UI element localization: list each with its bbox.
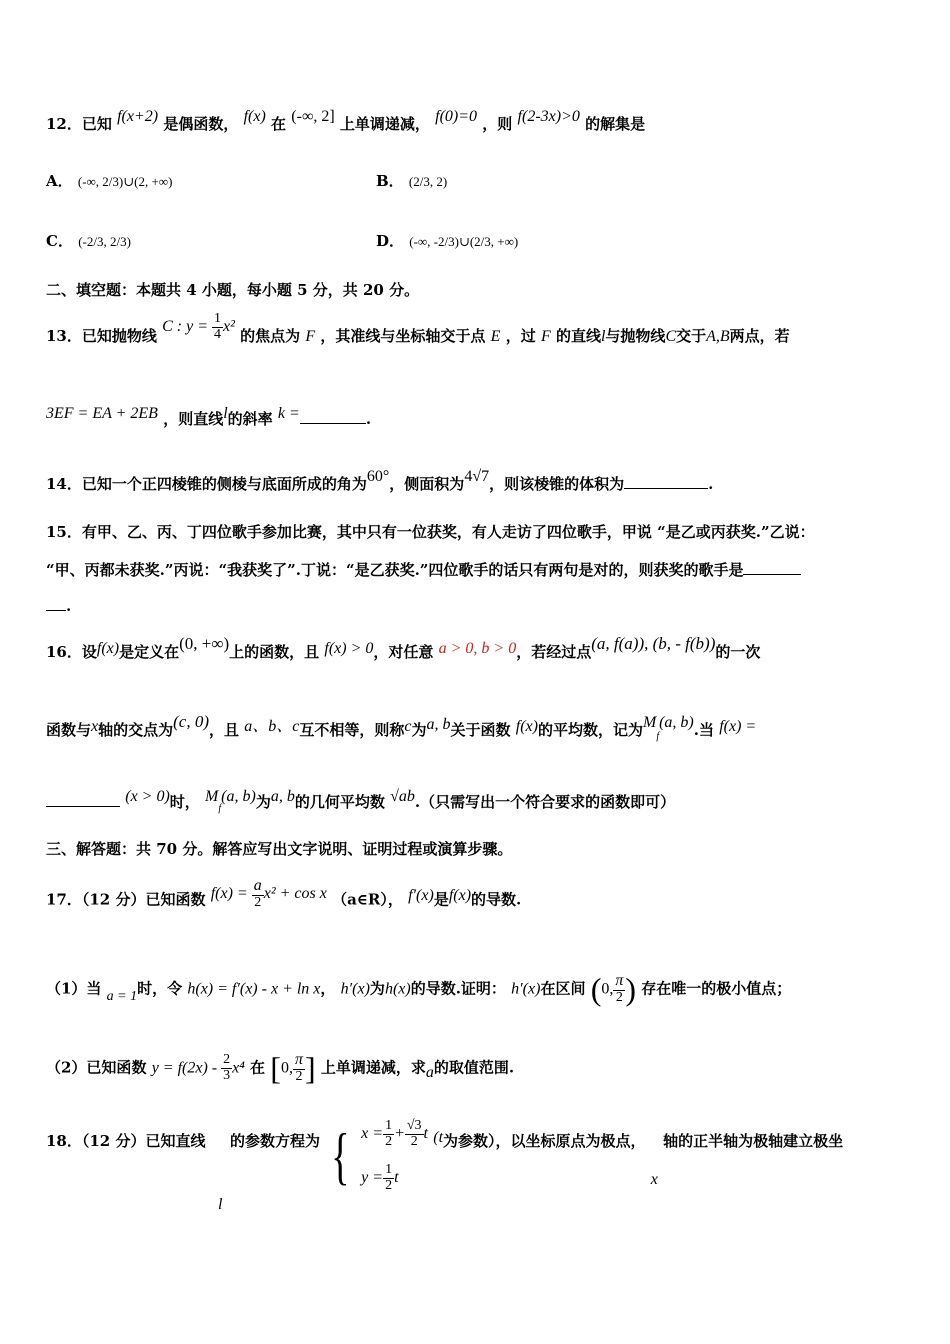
q17-text: 的取值范围.	[433, 1058, 515, 1077]
q18-brace: {	[331, 1120, 350, 1191]
q17-text: 在区间	[540, 979, 586, 998]
q17-text: 的导数.	[471, 890, 522, 909]
frac-den: 3	[223, 1068, 231, 1083]
q15-line3	[46, 597, 71, 615]
q17-text: 上单调递减，求	[320, 1058, 426, 1077]
q16-text: 上的函数，且	[229, 643, 320, 661]
q13-AB: A,B	[706, 328, 730, 346]
q16-text: 关于函数	[450, 721, 511, 739]
frac-den: 2	[254, 894, 262, 910]
q14-text: ，则该棱锥的体积为	[489, 475, 625, 493]
q13-end: .	[365, 410, 372, 428]
frac-den: 2	[295, 1069, 303, 1085]
q14-area: 4√7	[464, 468, 490, 485]
q16-text: ，若经过点	[516, 643, 592, 661]
q16-fx: f(x)	[515, 718, 538, 735]
q16-x: x	[91, 718, 99, 735]
q17-condition: （a∈R），	[332, 890, 403, 909]
q18-t-param: (t	[433, 1129, 444, 1146]
q17-text: 存在唯一的极小值点；	[641, 979, 792, 998]
section-2-heading: 二、填空题：本题共 4 小题，每小题 5 分，共 20 分。	[46, 281, 420, 299]
q17-text: 为	[369, 979, 385, 998]
q15-line1: 15．有甲、乙、丙、丁四位歌手参加比赛，其中只有一位获奖，有人走访了四位歌手，甲说 “是乙或丙获奖.”乙说：	[46, 523, 815, 541]
q16-text: 时，	[169, 793, 200, 811]
q18-t: t	[423, 1125, 428, 1142]
q12-option-c	[46, 230, 131, 251]
q15-line2	[46, 559, 801, 580]
frac-num: π	[294, 1051, 303, 1069]
q16-text: 的一次	[715, 643, 761, 661]
q16-abc: a、b、c	[244, 718, 300, 735]
q16-number: 16．设	[46, 643, 97, 661]
option-label: C．	[46, 232, 73, 250]
q18-eq1: x = $\frac{1}{2}$ + $\frac{√3}{2}$ t	[361, 1117, 428, 1149]
q18-eq2	[361, 1156, 428, 1200]
q16-text: 为	[411, 721, 427, 739]
q13-text: 交于	[676, 327, 707, 346]
q14-stem	[46, 468, 714, 494]
q14-text: ，侧面积为	[389, 475, 465, 493]
q17-fprime: f′(x)	[408, 887, 434, 905]
q16-M: M	[205, 788, 219, 805]
q18-one-half	[383, 1163, 394, 1193]
q12-option-d	[376, 230, 518, 251]
q13-l: l	[223, 405, 228, 422]
q16-condition: a > 0, b > 0	[438, 640, 517, 657]
q13-text: 的焦点为	[240, 327, 301, 346]
q12-option-b	[376, 170, 447, 191]
q12-text: 是偶函数，	[163, 115, 239, 133]
q16-M-subscript: f	[218, 803, 222, 814]
frac-den: 2	[410, 1133, 418, 1149]
frac-num: 1	[214, 311, 222, 326]
q16-sqrt-ab: √ab	[390, 788, 415, 805]
q12-f0: f(0)=0	[435, 108, 478, 125]
frac-num: 1	[385, 1161, 393, 1177]
q16-text: 是定义在	[119, 643, 180, 661]
left-bracket: [	[270, 1050, 281, 1086]
option-label: B．	[376, 172, 404, 190]
q13-vector-equation: 3EF = EA + 2EB	[46, 405, 158, 422]
q18-sqrt3-half	[405, 1119, 424, 1149]
q13-text: 的直线	[555, 327, 601, 346]
q13-text: ，过	[505, 327, 536, 346]
answer-blank	[300, 423, 366, 424]
frac-num: 1	[385, 1117, 393, 1133]
q17-a: a	[425, 1063, 434, 1081]
q17-f-left: f(x) =	[210, 885, 252, 903]
frac-den: 2	[385, 1177, 393, 1193]
q18-y-left: y =	[361, 1169, 384, 1186]
q17-a-equals-1: a = 1	[106, 988, 138, 1004]
right-bracket: ]	[304, 1050, 316, 1086]
frac-den: 2	[385, 1133, 393, 1149]
q13-l: l	[600, 328, 606, 346]
q17-fx: f(x)	[448, 887, 472, 905]
q18-text: 的参数方程为	[229, 1132, 320, 1150]
q17-comma: ，	[320, 979, 336, 998]
q12-stem	[46, 108, 646, 134]
q16-fx: f(x)	[96, 640, 120, 657]
q16-text: ，对任意	[373, 643, 434, 661]
q13-text: ，其准线与坐标轴交于点	[320, 327, 486, 346]
frac-num: a	[253, 877, 262, 894]
q16-text: 互不相等，则称	[299, 721, 405, 739]
q18-text: 为参数），以坐标原点为极点，	[443, 1132, 646, 1150]
q16-text: 函数与	[46, 721, 92, 739]
answer-blank	[46, 806, 120, 807]
q16-domain: (0, +∞)	[179, 634, 230, 653]
q16-ab: a, b	[426, 716, 451, 733]
q13-x2: x²	[223, 318, 235, 336]
q13-stem-line1	[46, 311, 790, 352]
q16-text: ，且	[209, 721, 240, 739]
q17-text: 在	[250, 1058, 266, 1077]
answer-blank	[743, 574, 801, 575]
q18-stem	[46, 1112, 844, 1213]
q17-text: 的导数.证明：	[410, 979, 506, 998]
q13-stem-line2	[46, 405, 372, 429]
q13-fraction	[212, 312, 223, 342]
q13-F: F	[540, 328, 551, 346]
q16-ab: a, b	[270, 788, 295, 805]
q17-interval-left: 0,	[601, 980, 614, 998]
q17-h-definition: h(x) = f′(x) - x + ln x	[187, 980, 321, 998]
q17-f-right: x² + cos x	[263, 885, 327, 903]
q12-text: 在	[271, 115, 287, 133]
frac-num: π	[615, 972, 624, 990]
q17-part1-label: （1）当	[46, 979, 102, 998]
section-3-heading: 三、解答题：共 70 分。解答应写出文字说明、证明过程或演算步骤。	[46, 840, 513, 858]
q12-fx: f(x)	[243, 108, 266, 125]
q12-text: 上单调递减，	[339, 115, 430, 133]
q12-number: 12．已知	[46, 115, 112, 133]
q17-hprime: h′(x)	[340, 980, 370, 998]
q17-hprime: h′(x)	[511, 980, 541, 998]
q17-part1	[46, 971, 791, 1008]
q18-l: l	[218, 1196, 223, 1213]
q16-text: 轴的交点为	[98, 721, 174, 739]
q17-pi-over-2	[613, 973, 625, 1005]
q12-text: ，则	[482, 115, 513, 133]
q17-text: 时，令	[137, 979, 183, 998]
q16-text: 的几何平均数	[294, 793, 385, 811]
q16-line1	[46, 634, 761, 662]
q16-fx-equals: f(x) =	[719, 718, 757, 735]
q12-interval: (-∞, 2]	[291, 108, 335, 125]
q13-text: 与抛物线	[605, 327, 666, 346]
left-paren: (	[590, 971, 602, 1007]
q13-E: E	[490, 328, 501, 346]
q17-number: 17．（12 分）已知函数	[46, 890, 206, 909]
q17-text: 是	[433, 890, 449, 909]
q16-text: 的平均数，记为	[537, 721, 643, 739]
q16-line3	[46, 788, 676, 814]
q17-hx: h(x)	[384, 980, 411, 998]
q17-part2	[46, 1050, 514, 1087]
q13-number: 13．已知抛物线	[46, 327, 157, 346]
q13-C: C	[665, 328, 677, 346]
q17-interval-left: 0,	[280, 1059, 293, 1077]
q18-one-half	[383, 1119, 394, 1149]
q16-M-args: (a, b)	[221, 788, 256, 805]
q15-end: .	[66, 597, 72, 615]
option-b-value: (2/3, 2)	[408, 174, 448, 189]
q12-fx-plus2: f(x+2)	[117, 108, 159, 125]
q18-number: 18．（12 分）已知直线	[46, 1132, 206, 1150]
q14-angle: 60°	[366, 468, 390, 485]
q16-points: (a, f(a)), (b, - f(b))	[591, 634, 716, 653]
q17-stem	[46, 877, 522, 916]
q18-text: 轴的正半轴为极轴建立极坐	[663, 1132, 844, 1150]
option-d-value: (-∞, -2/3)∪(2/3, +∞)	[409, 234, 519, 249]
q17-two-thirds	[221, 1053, 232, 1083]
q18-x-left: x =	[361, 1125, 384, 1142]
q17-fraction	[252, 878, 264, 910]
frac-den: 2	[615, 990, 623, 1006]
q12-text: 的解集是	[585, 115, 646, 133]
q13-F: F	[305, 328, 316, 346]
q13-curve: C : y =	[162, 318, 213, 336]
q16-text: 为	[255, 793, 271, 811]
q13-text: 两点，若	[729, 327, 790, 346]
q18-x: x	[650, 1171, 658, 1188]
q12-inequality: f(2-3x)>0	[517, 108, 580, 125]
answer-blank	[624, 488, 708, 489]
q17-part2-label: （2）已知函数	[46, 1058, 147, 1077]
q13-text: 的斜率	[227, 410, 273, 428]
q16-M-subscript: f	[656, 731, 660, 742]
q17-x4: x⁴	[232, 1059, 245, 1077]
q13-text: ，则直线	[163, 410, 224, 428]
q18-t: t	[394, 1169, 399, 1186]
option-label: A．	[46, 172, 73, 190]
q16-x-positive: (x > 0)	[125, 788, 170, 805]
q16-M: M	[642, 714, 657, 731]
q16-c: c	[404, 718, 412, 735]
q17-pi-over-2	[293, 1052, 305, 1084]
q13-k: k =	[277, 405, 300, 422]
answer-blank	[46, 610, 66, 611]
option-a-value: (-∞, 2/3)∪(2, +∞)	[77, 174, 173, 189]
q16-positive: f(x) > 0	[324, 640, 374, 657]
q15-text: “甲、丙都未获奖.”丙说：“我获奖了”.丁说：“是乙获奖.”四位歌手的话只有两句是对的，则获奖的歌手是	[46, 561, 744, 579]
q12-option-a	[46, 170, 172, 191]
right-paren: )	[625, 971, 637, 1007]
q16-text: .（只需写出一个符合要求的函数即可）	[414, 793, 676, 811]
option-c-value: (-2/3, 2/3)	[78, 234, 131, 249]
q17-y-definition: y = f(2x) -	[151, 1059, 222, 1077]
option-label: D．	[376, 232, 405, 250]
frac-num: √3	[406, 1117, 422, 1133]
frac-num: 2	[223, 1052, 231, 1068]
q16-c-point: (c, 0)	[173, 712, 210, 731]
q14-end: .	[708, 475, 714, 493]
q16-line2	[46, 712, 757, 742]
q16-text: .当	[693, 721, 714, 739]
q14-number: 14．已知一个正四棱锥的侧棱与底面所成的角为	[46, 475, 367, 493]
q16-M-args: (a, b)	[659, 714, 694, 731]
frac-den: 4	[214, 326, 222, 342]
q18-param-system	[361, 1112, 428, 1200]
